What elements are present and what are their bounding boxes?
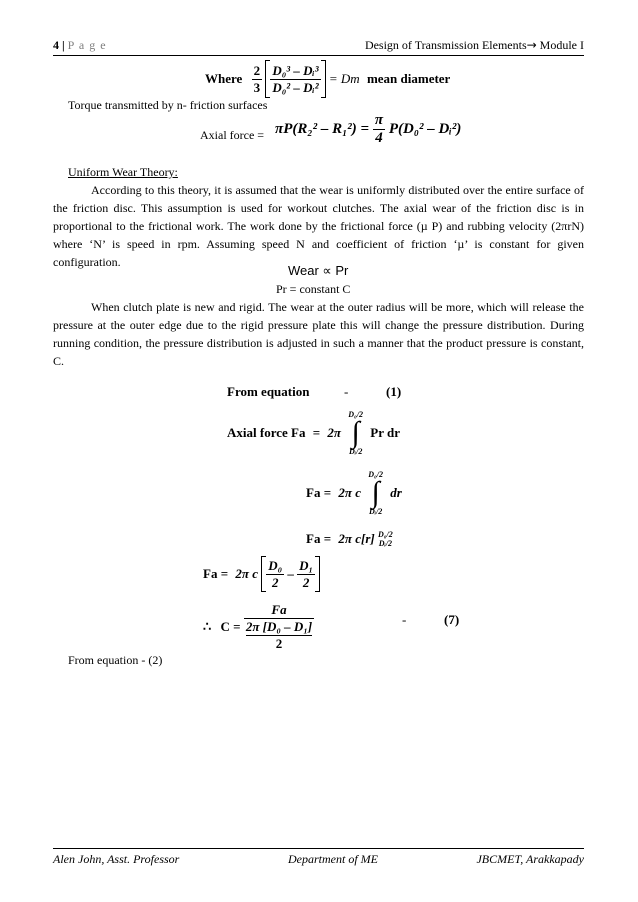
paragraph-clutch-plate: When clutch plate is new and rigid. The wear at the outer radius will be more, which will release the pressure at the outer edge due to the rigid pressure plate this will change the pressure distribution. During running condition, the pressure distribution is adjusted in such a manner that the product pressure is constant, C. [53, 300, 584, 368]
page-number: 4 [53, 38, 59, 52]
header-page-number: 4 | P a g e [53, 38, 107, 52]
axial-force-label: Axial force = [200, 128, 265, 142]
axial-force-expression: πP(R₂² – R₁²) = $\frac{\pi}{4}$ P(D₀² – Dᵢ²) [275, 112, 462, 146]
fa-integral-c: Fa = 2π c D₀/2 ∫ Dᵢ/2 dr [306, 470, 402, 516]
header-title-text: Design of Transmission Elements [364, 38, 527, 52]
uniform-wear-heading: Uniform Wear Theory: [68, 165, 178, 179]
fa-difference: Fa = 2π c $\frac{\text{D₀}}{2}$ – $\frac{\text{D₁}}{2}$ [203, 556, 320, 592]
from-equation-2: From equation - (2) [68, 653, 163, 667]
two-thirds-fraction: $\frac{2}{3}$ [253, 62, 261, 95]
eval-limits: D₀/2 Dᵢ/2 [377, 530, 393, 549]
axial-force-integral: Axial force Fa = 2π D₀/2 ∫ Dᵢ/2 Pr dr [227, 410, 401, 456]
header-divider [53, 55, 584, 56]
dm-rhs: = Dm [328, 71, 360, 86]
mean-diameter-label: mean diameter [366, 71, 451, 86]
integral-sign-1: D₀/2 ∫ Dᵢ/2 [348, 410, 364, 456]
eq1-reference: (1) [386, 384, 402, 399]
eq7-dash: - [402, 612, 407, 627]
c-result: ∴ C = Fa 2π [D₀ – D₁] 2 [203, 602, 313, 651]
where-label: Where [205, 71, 243, 86]
footer-institution: JBCMET, Arakkapady [476, 852, 584, 866]
wear-proportional: Wear ∝ Pr [288, 263, 349, 278]
right-bracket [321, 60, 326, 98]
footer-divider [53, 848, 584, 849]
diameter-fraction: $\frac{\text{D₀³ – Dᵢ³}}{\text{D₀² – Dᵢ²}}$ [272, 62, 319, 95]
from-equation-1: From equation [227, 384, 310, 399]
integral-sign-2: D₀/2 ∫ Dᵢ/2 [368, 470, 384, 516]
arrow-right-icon: → [526, 38, 537, 52]
torque-line: Torque transmitted by n- friction surfaces [68, 98, 268, 112]
pr-constant: Pr = constant C [276, 282, 351, 296]
header-module: Module I [539, 38, 584, 52]
header-title [365, 38, 584, 53]
mean-diameter-equation [205, 60, 450, 98]
pi-over-four: $\frac{\pi}{4}$ [374, 112, 384, 146]
paragraph-uniform-wear: According to this theory, it is assumed that the wear is uniformly distributed over the entire surface of the friction disc. This assumption is used for workout clutches. The axial wear of the friction disc is in proportional to the frictional work. The work done by the frictional force (µ P) and rubbing velocity (2πrN) where ‘N’ is speed in rpm. Assuming speed N and coefficient of friction ‘µ’ is constant for given configuration. [53, 183, 584, 269]
eq7-reference: (7) [444, 612, 460, 627]
fa-evaluated: Fa = 2π c[r] D₀/2 Dᵢ/2 [306, 530, 393, 549]
eq1-dash: - [344, 384, 349, 399]
c-fraction: Fa 2π [D₀ – D₁] 2 [245, 602, 313, 651]
footer-department: Department of ME [288, 852, 378, 866]
footer-author: Alen John, Asst. Professor [53, 852, 180, 866]
page-word: P a g e [67, 38, 107, 52]
